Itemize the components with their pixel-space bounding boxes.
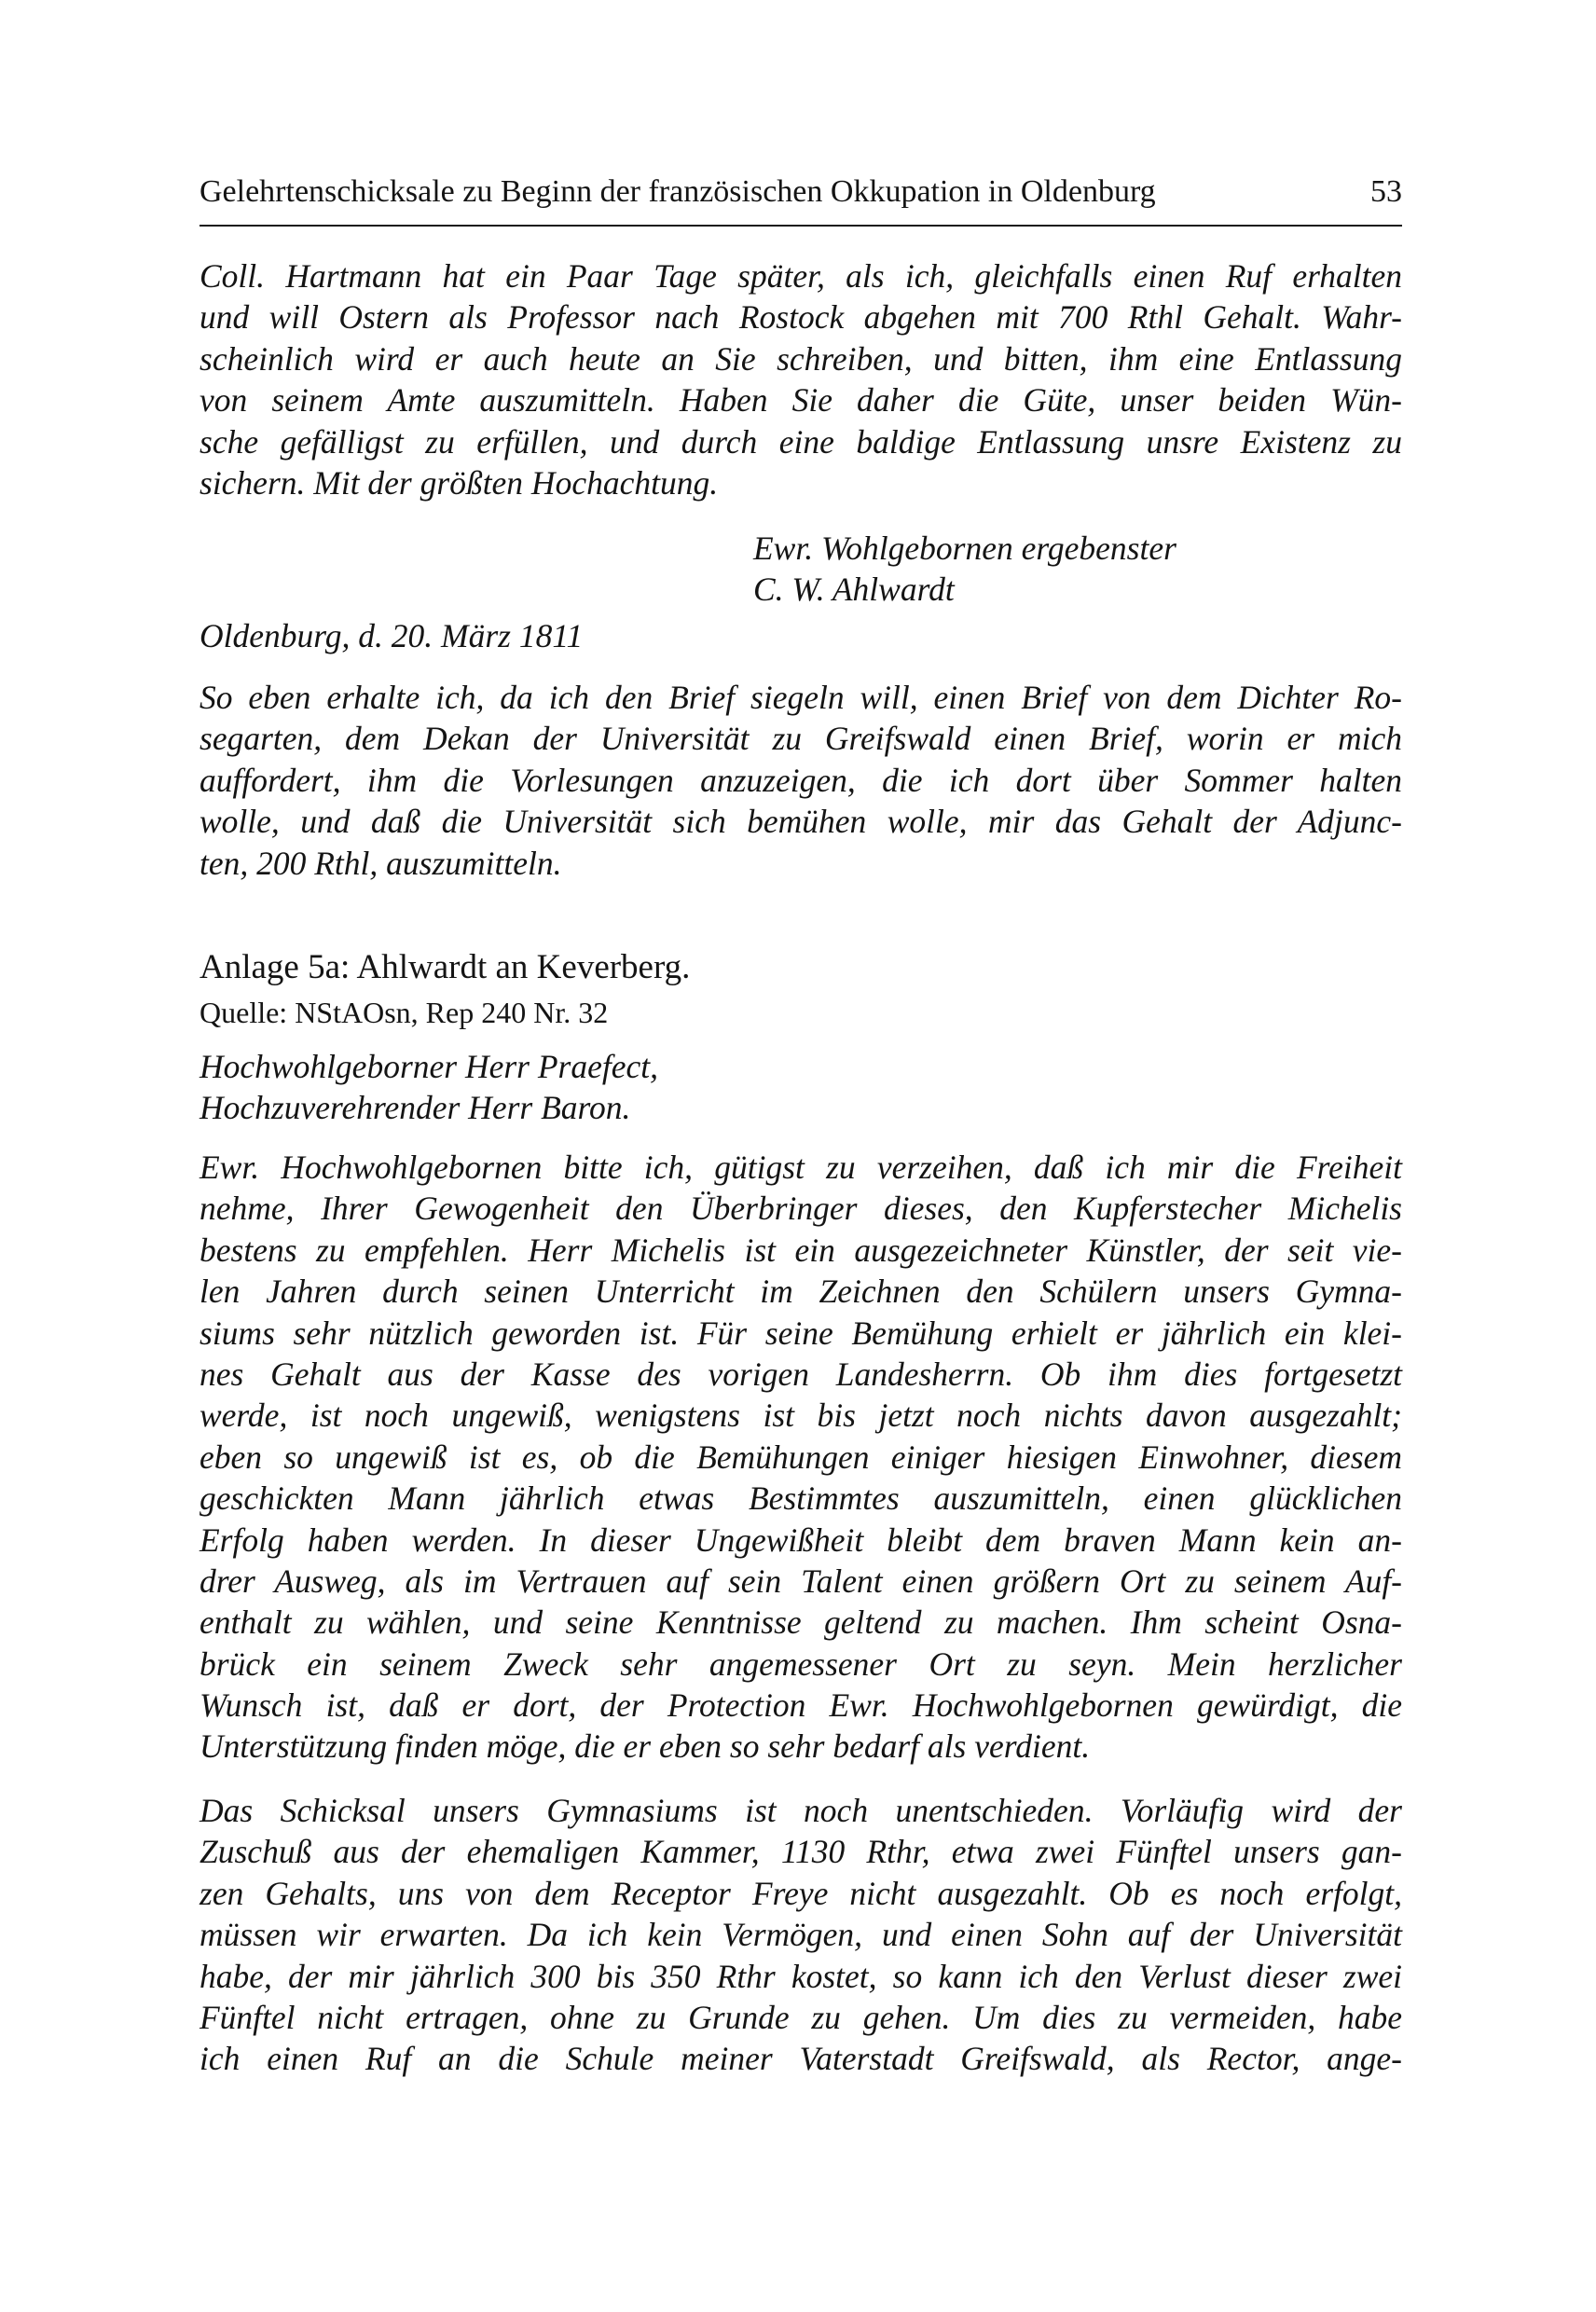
text-line: zen Gehalts, uns von dem Receptor Freye nicht ausgezahlt. Ob es noch erfolgt, xyxy=(200,1874,1402,1912)
appendix-heading: Anlage 5a: Ahlwardt an Keverberg. xyxy=(200,948,691,986)
text-line: Wunsch ist, daß er dort, der Protection Ewr. Hochwohlgebornen gewürdigt, die xyxy=(200,1686,1402,1725)
text-line: auffordert, ihm die Vorlesungen anzuzeigen, die ich dort über Sommer halten xyxy=(200,761,1402,799)
letter-closing: Ewr. Wohlgebornen ergebenster xyxy=(753,530,1176,567)
running-title: Gelehrtenschicksale zu Beginn der französischen Okkupation in Oldenburg xyxy=(200,174,1156,209)
appendix-paragraph-2 xyxy=(200,1790,1402,2080)
text-line: brück ein seinem Zweck sehr angemessener Ort zu seyn. Mein herzlicher xyxy=(200,1645,1402,1683)
letter-paragraph xyxy=(200,255,1402,503)
text-line: sichern. Mit der größten Hochachtung. xyxy=(200,463,719,502)
salutation-line: Hochwohlgeborner Herr Praefect, xyxy=(200,1048,658,1085)
text-line: von seinem Amte auszumitteln. Haben Sie daher die Güte, unser beiden Wün- xyxy=(200,381,1402,420)
letter-place-date: Oldenburg, d. 20. März 1811 xyxy=(200,617,584,654)
text-line: len Jahren durch seinen Unterricht im Zeichnen den Schülern unsers Gymna- xyxy=(200,1273,1402,1311)
text-line: geschickten Mann jährlich etwas Bestimmtes auszumitteln, einen glücklichen xyxy=(200,1479,1402,1518)
text-line: Erfolg haben werden. In dieser Ungewißheit bleibt dem braven Mann kein an- xyxy=(200,1521,1402,1559)
text-line: wolle, und daß die Universität sich bemühen wolle, mir das Gehalt der Adjunc- xyxy=(200,803,1402,841)
text-line: ten, 200 Rthl, auszumitteln. xyxy=(200,844,562,882)
text-line: nehme, Ihrer Gewogenheit den Überbringer dieses, den Kupferstecher Michelis xyxy=(200,1190,1402,1228)
text-line: Zuschuß aus der ehemaligen Kammer, 1130 Rthr, etwa zwei Fünftel unsers gan- xyxy=(200,1833,1402,1871)
text-line: nes Gehalt aus der Kasse des vorigen Landesherrn. Ob ihm dies fortgesetzt xyxy=(200,1355,1402,1393)
text-line: Fünftel nicht ertragen, ohne zu Grunde zu gehen. Um dies zu vermeiden, habe xyxy=(200,1998,1402,2036)
appendix-paragraph-1 xyxy=(200,1147,1402,1768)
text-line: scheinlich wird er auch heute an Sie schreiben, und bitten, ihm eine Entlassung xyxy=(200,339,1402,378)
text-line: bestens zu empfehlen. Herr Michelis ist ein ausgezeichneter Künstler, der seit vie- xyxy=(200,1231,1402,1269)
text-line: siums sehr nützlich geworden ist. Für seine Bemühung erhielt er jährlich ein klei- xyxy=(200,1314,1402,1352)
text-line: Unterstützung finden möge, die er eben so sehr bedarf als verdient. xyxy=(200,1727,1091,1766)
letter-signature: C. W. Ahlwardt xyxy=(753,571,955,608)
text-line: werde, ist noch ungewiß, wenigstens ist bis jetzt noch nichts davon ausgezahlt; xyxy=(200,1397,1402,1435)
salutation-line: Hochzuverehrender Herr Baron. xyxy=(200,1089,631,1126)
text-line: drer Ausweg, als im Vertrauen auf sein Talent einen größern Ort zu seinem Auf- xyxy=(200,1562,1402,1600)
text-line: Ewr. Hochwohlgebornen bitte ich, gütigst zu verzeihen, daß ich mir die Freiheit xyxy=(200,1149,1402,1186)
header-rule xyxy=(200,225,1402,227)
text-line: und will Ostern als Professor nach Rostock abgehen mit 700 Rthl Gehalt. Wahr- xyxy=(200,298,1402,337)
text-line: Das Schicksal unsers Gymnasiums ist noch unentschieden. Vorläufig wird der xyxy=(200,1792,1402,1829)
text-line: müssen wir erwarten. Da ich kein Vermögen, und einen Sohn auf der Universität xyxy=(200,1916,1402,1954)
text-line: enthalt zu wählen, und seine Kenntnisse geltend zu machen. Ihm scheint Osna- xyxy=(200,1603,1402,1642)
text-line: ich einen Ruf an die Schule meiner Vaterstadt Greifswald, als Rector, ange- xyxy=(200,2040,1402,2078)
text-line: habe, der mir jährlich 300 bis 350 Rthr kostet, so kann ich den Verlust dieser zwei xyxy=(200,1957,1402,1995)
text-line: Coll. Hartmann hat ein Paar Tage später, als ich, gleichfalls einen Ruf erhalten xyxy=(200,257,1402,295)
text-line: segarten, dem Dekan der Universität zu Greifswald einen Brief, worin er mich xyxy=(200,720,1402,758)
postscript-paragraph xyxy=(200,677,1402,884)
text-line: sche gefälligst zu erfüllen, und durch eine baldige Entlassung unsre Existenz zu xyxy=(200,422,1402,461)
appendix-source: Quelle: NStAOsn, Rep 240 Nr. 32 xyxy=(200,996,609,1029)
text-line: So eben erhalte ich, da ich den Brief siegeln will, einen Brief von dem Dichter Ro- xyxy=(200,679,1402,716)
text-line: eben so ungewiß ist es, ob die Bemühungen einiger hiesigen Einwohner, diesem xyxy=(200,1438,1402,1476)
page-number: 53 xyxy=(1370,174,1402,209)
